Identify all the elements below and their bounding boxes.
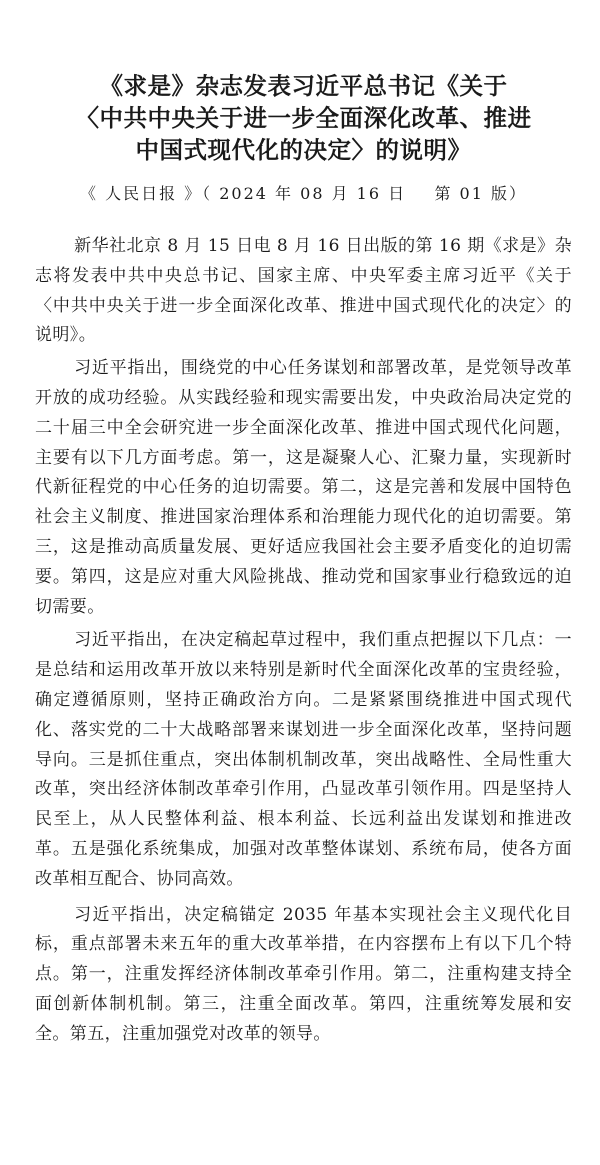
body-paragraph: 习近平指出，在决定稿起草过程中，我们重点把握以下几点：一是总结和运用改革开放以来特别是新时代全面深化改革的宝贵经验，确定遵循原则，坚持正确政治方向。二是紧紧围绕推进中国式现代化、落实党的二十大战略部署来谋划进一步全面深化改革，坚持问题导向。三是抓住重点，突出体制机制改革，突出战略性、全局性重大改革，突出经济体制改革牵引作用，凸显改革引领作用。四是坚持人民至上，从人民整体利益、根本利益、长远利益出发谋划和推进改革。五是强化系统集成，加强对改革整体谋划、系统布局，使各方面改革相互配合、协同高效。 xyxy=(35,630,572,889)
body-paragraph: 习近平指出，围绕党的中心任务谋划和部署改革，是党领导改革开放的成功经验。从实践经验和现实需要出发，中央政治局决定党的二十届三中全会研究进一步全面深化改革、推进中国式现代化问题，主要有以下几方面考虑。第一，这是凝聚人心、汇聚力量，实现新时代新征程党的中心任务的迫切需要。第二，这是完善和发展中国特色社会主义制度、推进国家治理体系和治理能力现代化的迫切需要。第三，这是推动高质量发展、更好适应我国社会主要矛盾变化的迫切需要。第四，这是应对重大风险挑战、推动党和国家事业行稳致远的迫切需要。 xyxy=(35,358,572,617)
body-paragraph: 习近平指出，决定稿锚定 2035 年基本实现社会主义现代化目标，重点部署未来五年的重大改革举措，在内容摆布上有以下几个特点。第一，注重发挥经济体制改革牵引作用。第二，注重构建支持全面创新体制机制。第三，注重全面改革。第四，注重统筹发展和安全。第五，注重加强党对改革的领导。 xyxy=(35,904,572,1044)
article-headline xyxy=(35,70,572,166)
body-paragraph: 新华社北京 8 月 15 日电 8 月 16 日出版的第 16 期《求是》杂志将发表中共中央总书记、国家主席、中央军委主席习近平《关于〈中共中央关于进一步全面深化改革、推进中国式现代化的决定〉的说明》。 xyxy=(35,236,572,346)
publication-source-line: 《 人民日报 》（ 2024 年 08 月 16 日 第 01 版） xyxy=(79,184,527,203)
headline-line: 《求是》杂志发表习近平总书记《关于 xyxy=(99,72,508,100)
headline-line: 中国式现代化的决定〉的说明》 xyxy=(135,136,472,164)
headline-line: 〈中共中央关于进一步全面深化改革、推进 xyxy=(75,104,532,132)
article-body xyxy=(35,232,572,1050)
